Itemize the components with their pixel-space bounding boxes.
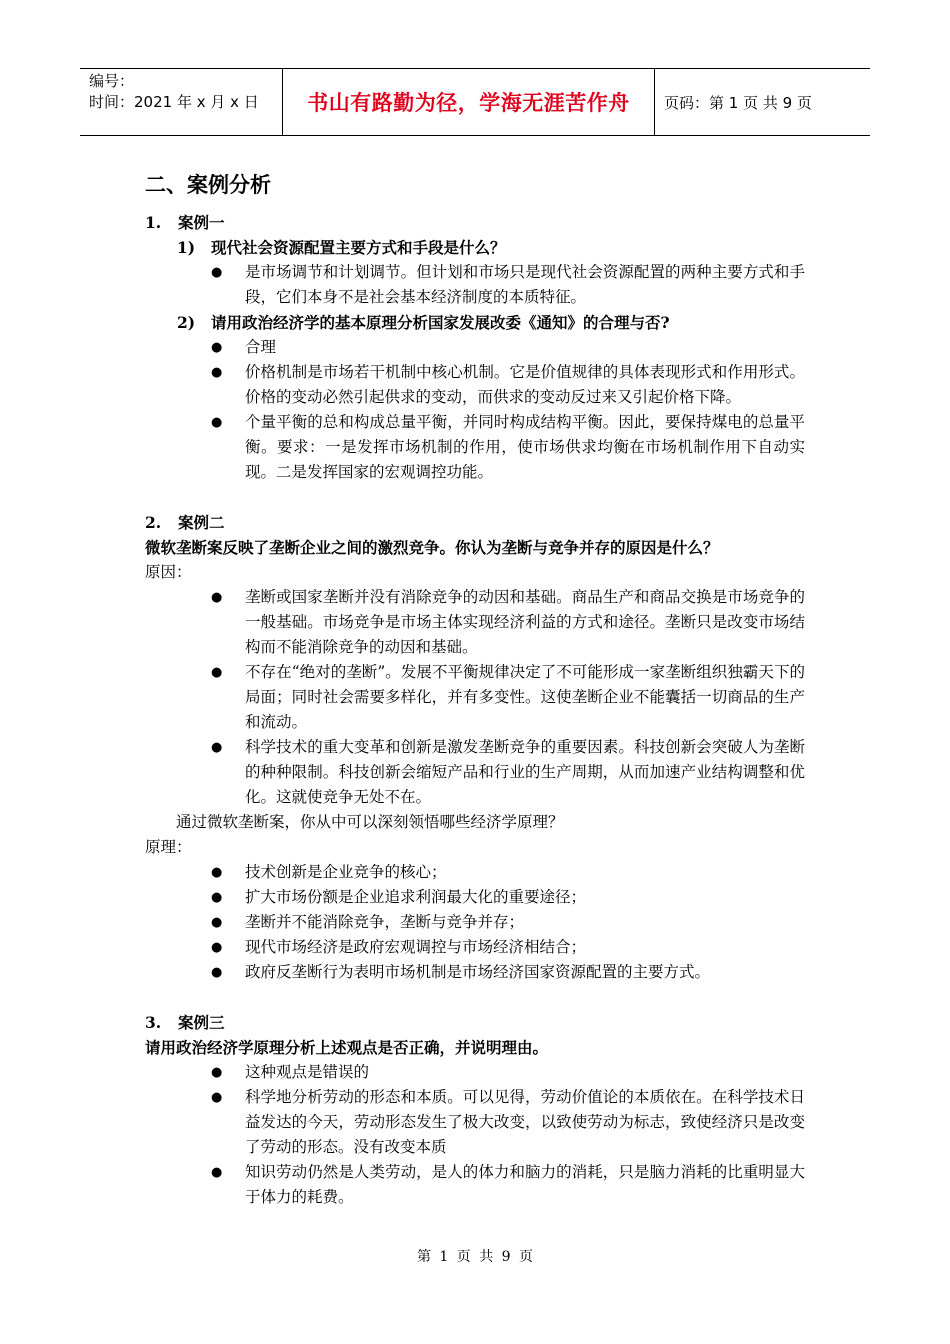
document-body xyxy=(145,168,805,1210)
bullet-text: 科学地分析劳动的形态和本质。可以见得，劳动价值论的本质依在。在科学技术日益发达的今天，劳动形态发生了极大改变，以致使劳动为标志，致使经济只是改变了劳动的形态。没有改变本质 xyxy=(245,1088,805,1156)
bullet-text: 是市场调节和计划调节。但计划和市场只是现代社会资源配置的两种主要方式和手段，它们本身不是社会基本经济制度的本质特征。 xyxy=(245,263,805,306)
principle-label: 原理： xyxy=(145,838,192,856)
bullet-item xyxy=(145,360,805,410)
case-question: 请用政治经济学原理分析上述观点是否正确，并说明理由。 xyxy=(145,1038,549,1057)
bullet-text: 价格机制是市场若干机制中核心机制。它是价值规律的具体表现形式和作用形式。价格的变动必然引起供求的变动，而供求的变动反过来又引起价格下降。 xyxy=(245,363,805,406)
bullet-icon: ● xyxy=(211,940,223,955)
bullet-icon: ● xyxy=(211,740,223,755)
bullet-text: 扩大市场份额是企业追求利润最大化的重要途径； xyxy=(245,888,587,906)
bullet-icon: ● xyxy=(211,265,223,280)
reason-label: 原因： xyxy=(145,563,192,581)
bullet-text: 科学技术的重大变革和创新是激发垄断竞争的重要因素。科技创新会突破人为垄断的种种限制。科技创新会缩短产品和行业的生产周期，从而加速产业结构调整和优化。这就使竞争无处不在。 xyxy=(245,738,805,806)
question-number: 1) xyxy=(177,238,196,257)
bullet-item xyxy=(145,1060,805,1085)
bullet-icon: ● xyxy=(211,365,223,380)
header-motto: 书山有路勤为径，学海无涯苦作舟 xyxy=(283,69,655,135)
bullet-text: 政府反垄断行为表明市场机制是市场经济国家资源配置的主要方式。 xyxy=(245,963,711,981)
bullet-text: 知识劳动仍然是人类劳动，是人的体力和脑力的消耗，只是脑力消耗的比重明显大于体力的耗费。 xyxy=(245,1163,805,1206)
case-number: 3. xyxy=(145,1013,162,1032)
follow-up-question: 通过微软垄断案，你从中可以深刻领悟哪些经济学原理？ xyxy=(176,813,564,831)
question-heading xyxy=(145,235,805,260)
bullet-text: 合理 xyxy=(245,338,277,356)
page-footer: 第 1 页 共 9 页 xyxy=(416,1249,534,1265)
bullet-icon: ● xyxy=(211,415,223,430)
question-heading xyxy=(145,310,805,335)
case-title: 案例三 xyxy=(178,1013,225,1032)
bullet-item xyxy=(145,660,805,735)
case-2-heading xyxy=(145,510,805,535)
bullet-text: 垄断并不能消除竞争，垄断与竞争并存； xyxy=(245,913,525,931)
case-number: 2. xyxy=(145,513,162,532)
case-number: 1. xyxy=(145,213,162,232)
header-meta xyxy=(80,69,283,135)
bullet-icon: ● xyxy=(211,890,223,905)
bullet-item xyxy=(145,885,805,910)
header-page-number: 页码：第 1 页 共 9 页 xyxy=(664,93,812,112)
bullet-icon: ● xyxy=(211,1165,223,1180)
bullet-item xyxy=(145,1085,805,1160)
bullet-item xyxy=(145,335,805,360)
bullet-text: 垄断或国家垄断并没有消除竞争的动因和基础。商品生产和商品交换是市场竞争的一般基础。市场竞争是市场主体实现经济利益的方式和途径。垄断只是改变市场结构而不能消除竞争的动因和基础。 xyxy=(245,588,805,656)
bullet-item xyxy=(145,935,805,960)
section-title: 二、案例分析 xyxy=(145,173,271,197)
document-number-label: 编号： xyxy=(89,72,135,90)
bullet-text: 个量平衡的总和构成总量平衡，并同时构成结构平衡。因此，要保持煤电的总量平衡。要求：一是发挥市场机制的作用，使市场供求均衡在市场机制作用下自动实现。二是发挥国家的宏观调控功能。 xyxy=(245,413,805,481)
case-question: 微软垄断案反映了垄断企业之间的激烈竞争。你认为垄断与竞争并存的原因是什么？ xyxy=(145,538,719,557)
bullet-text: 现代市场经济是政府宏观调控与市场经济相结合； xyxy=(245,938,587,956)
bullet-icon: ● xyxy=(211,340,223,355)
bullet-text: 不存在“绝对的垄断”。发展不平衡规律决定了不可能形成一家垄断组织独霸天下的局面；同时社会需要多样化，并有多变性。这使垄断企业不能囊括一切商品的生产和流动。 xyxy=(245,663,805,731)
case-title: 案例一 xyxy=(178,213,225,232)
bullet-item xyxy=(145,260,805,310)
bullet-item xyxy=(145,1160,805,1210)
question-number: 2) xyxy=(177,313,196,332)
bullet-icon: ● xyxy=(211,1090,223,1105)
bullet-icon: ● xyxy=(211,590,223,605)
case-title: 案例二 xyxy=(178,513,225,532)
bullet-text: 这种观点是错误的 xyxy=(245,1063,370,1081)
question-text: 请用政治经济学的基本原理分析国家发展改委《通知》的合理与否? xyxy=(211,313,670,332)
bullet-item xyxy=(145,410,805,485)
bullet-item xyxy=(145,910,805,935)
bullet-item xyxy=(145,735,805,810)
question-text: 现代社会资源配置主要方式和手段是什么？ xyxy=(211,238,506,257)
bullet-item xyxy=(145,860,805,885)
case-1-heading xyxy=(145,210,805,235)
document-date-label: 时间：2021 年 x 月 x 日 xyxy=(89,93,259,111)
bullet-icon: ● xyxy=(211,965,223,980)
bullet-text: 技术创新是企业竞争的核心； xyxy=(245,863,447,881)
bullet-icon: ● xyxy=(211,1065,223,1080)
bullet-icon: ● xyxy=(211,865,223,880)
bullet-item xyxy=(145,960,805,985)
page-header xyxy=(80,68,870,136)
bullet-icon: ● xyxy=(211,665,223,680)
bullet-item xyxy=(145,585,805,660)
case-3-heading xyxy=(145,1010,805,1035)
bullet-icon: ● xyxy=(211,915,223,930)
